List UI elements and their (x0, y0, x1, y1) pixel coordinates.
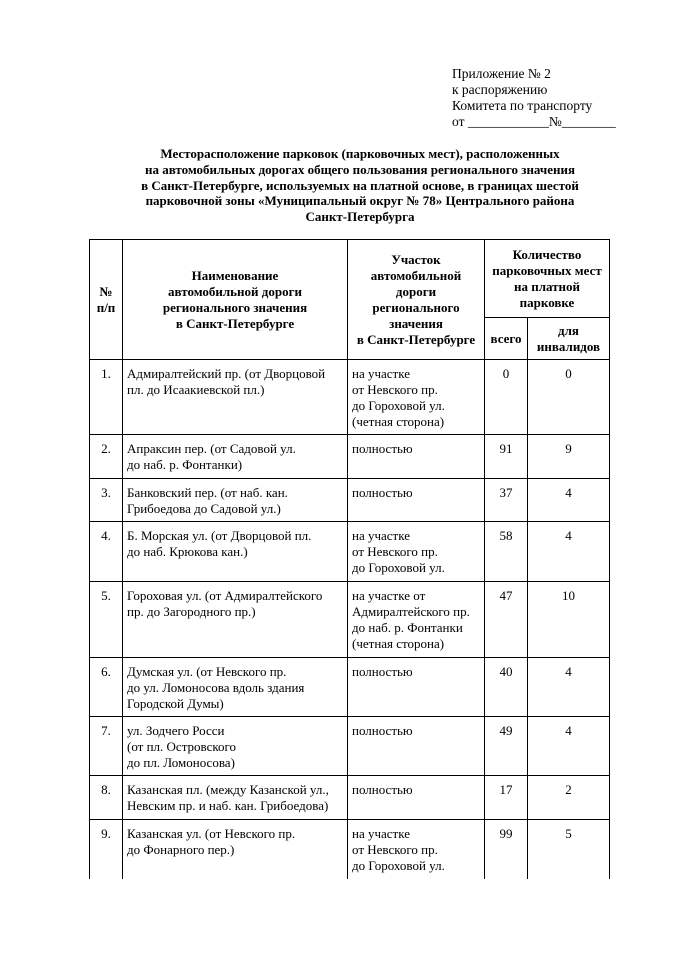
cell-line: до наб. р. Фонтанки) (127, 457, 243, 472)
row-disabled: 4 (528, 522, 610, 582)
row-num: 9. (90, 820, 123, 879)
row-disabled: 10 (528, 582, 610, 658)
table-row (90, 717, 610, 776)
row-total: 17 (485, 776, 528, 820)
row-num: 6. (90, 658, 123, 717)
cell-line: до Фонарного пер.) (127, 842, 235, 857)
table-row (90, 658, 610, 717)
row-section (348, 522, 485, 582)
cell-line: Б. Морская ул. (от Дворцовой пл. (127, 528, 312, 543)
row-road (123, 360, 348, 435)
annex-block (452, 66, 616, 130)
cell-line: до Гороховой ул. (352, 858, 445, 873)
cell-line: Адмиралтейский пр. (от Дворцовой (127, 366, 326, 381)
cell-line: полностью (352, 441, 413, 456)
header-disabled (528, 318, 610, 360)
row-num: 3. (90, 479, 123, 522)
cell-line: Адмиралтейского пр. (352, 604, 470, 619)
header-line: дороги (395, 283, 437, 299)
parking-table (89, 239, 610, 879)
annex-line: к распоряжению (452, 82, 548, 97)
row-section (348, 776, 485, 820)
header-line: на платной (513, 278, 581, 294)
cell-line: (от пл. Островского (127, 739, 237, 754)
title-line: Месторасположение парковок (парковочных мест), расположенных (160, 146, 560, 161)
cell-line: Казанская пл. (между Казанской ул., (127, 782, 329, 797)
row-section (348, 582, 485, 658)
cell-line: до Гороховой ул. (352, 560, 445, 575)
row-total: 49 (485, 717, 528, 776)
table-row (90, 522, 610, 582)
row-disabled: 4 (528, 658, 610, 717)
row-num: 5. (90, 582, 123, 658)
header-line: инвалидов (536, 338, 601, 354)
header-line: автомобильной дороги (168, 283, 302, 299)
row-road (123, 582, 348, 658)
header-section (348, 240, 485, 360)
row-disabled: 5 (528, 820, 610, 879)
table-row (90, 820, 610, 879)
row-num: 1. (90, 360, 123, 435)
cell-line: полностью (352, 664, 413, 679)
cell-line: полностью (352, 782, 413, 797)
header-line: регионального (372, 299, 460, 315)
row-num: 4. (90, 522, 123, 582)
annex-line: от ____________№________ (452, 114, 616, 129)
row-section (348, 435, 485, 479)
cell-line: от Невского пр. (352, 544, 438, 559)
table-row (90, 435, 610, 479)
header-road (123, 240, 348, 360)
row-total: 58 (485, 522, 528, 582)
header-line: № (99, 283, 113, 299)
cell-line: на участке от (352, 588, 426, 603)
cell-line: Гороховая ул. (от Адмиралтейского (127, 588, 323, 603)
header-line: значения (389, 315, 443, 331)
table-row (90, 360, 610, 435)
header-line: Наименование (191, 267, 279, 283)
cell-line: до наб. Крюкова кан.) (127, 544, 248, 559)
header-total: всего (485, 318, 528, 360)
table-row (90, 479, 610, 522)
cell-line: (четная сторона) (352, 636, 445, 651)
row-section (348, 820, 485, 879)
row-disabled: 9 (528, 435, 610, 479)
cell-line: полностью (352, 723, 413, 738)
cell-line: Грибоедова до Садовой ул.) (127, 501, 281, 516)
cell-line: Апраксин пер. (от Садовой ул. (127, 441, 296, 456)
row-num: 7. (90, 717, 123, 776)
cell-line: Казанская ул. (от Невского пр. (127, 826, 296, 841)
row-road (123, 658, 348, 717)
cell-line: от Невского пр. (352, 382, 438, 397)
row-section (348, 479, 485, 522)
header-line: Участок (391, 251, 441, 267)
row-road (123, 479, 348, 522)
title-line: в Санкт-Петербурге, используемых на платной основе, в границах шестой (141, 177, 579, 193)
cell-line: до пл. Ломоносова) (127, 755, 235, 770)
row-section (348, 658, 485, 717)
row-disabled: 0 (528, 360, 610, 435)
cell-line: пр. до Загородного пр.) (127, 604, 256, 619)
header-line: парковочных мест (492, 262, 602, 278)
header-line: п/п (96, 299, 116, 315)
cell-line: Невским пр. и наб. кан. Грибоедова) (127, 798, 329, 813)
header-line: для (558, 322, 579, 338)
header-line: автомобильной (370, 267, 462, 283)
row-road (123, 717, 348, 776)
header-num (90, 240, 123, 360)
cell-line: Банковский пер. (от наб. кан. (127, 485, 288, 500)
row-total: 0 (485, 360, 528, 435)
header-count (485, 240, 610, 318)
table-row (90, 582, 610, 658)
row-disabled: 2 (528, 776, 610, 820)
row-road (123, 435, 348, 479)
row-total: 47 (485, 582, 528, 658)
title-line: на автомобильных дорогах общего пользования регионального значения (144, 161, 576, 177)
title-line: Санкт-Петербурга (305, 209, 415, 225)
cell-line: на участке (352, 826, 410, 841)
cell-line: пл. до Исаакиевской пл.) (127, 382, 265, 397)
header-line: в Санкт-Петербурге (175, 315, 295, 331)
cell-line: на участке (352, 528, 410, 543)
cell-line: на участке (352, 366, 410, 381)
cell-line: Думская ул. (от Невского пр. (127, 664, 287, 679)
row-disabled: 4 (528, 717, 610, 776)
annex-line: Комитета по транспорту (452, 98, 593, 113)
table-row (90, 776, 610, 820)
row-num: 8. (90, 776, 123, 820)
row-total: 91 (485, 435, 528, 479)
cell-line: ул. Зодчего Росси (127, 723, 225, 738)
row-disabled: 4 (528, 479, 610, 522)
row-section (348, 360, 485, 435)
row-total: 37 (485, 479, 528, 522)
header-line: регионального значения (162, 299, 308, 315)
header-line: парковке (519, 294, 575, 310)
cell-line: до Гороховой ул. (352, 398, 445, 413)
cell-line: до наб. р. Фонтанки (352, 620, 463, 635)
row-total: 40 (485, 658, 528, 717)
cell-line: (четная сторона) (352, 414, 445, 429)
cell-line: до ул. Ломоносова вдоль здания (127, 680, 305, 695)
row-section (348, 717, 485, 776)
header-line: в Санкт-Петербурге (356, 331, 476, 347)
annex-line: Приложение № 2 (452, 66, 551, 81)
cell-line: от Невского пр. (352, 842, 438, 857)
row-road (123, 776, 348, 820)
document-title (100, 146, 620, 225)
row-total: 99 (485, 820, 528, 879)
header-line: Количество (512, 246, 582, 262)
cell-line: полностью (352, 485, 413, 500)
row-road (123, 820, 348, 879)
cell-line: Городской Думы) (127, 696, 224, 711)
title-line: парковочной зоны «Муниципальный округ № 78» Центрального района (145, 193, 575, 209)
row-road (123, 522, 348, 582)
row-num: 2. (90, 435, 123, 479)
